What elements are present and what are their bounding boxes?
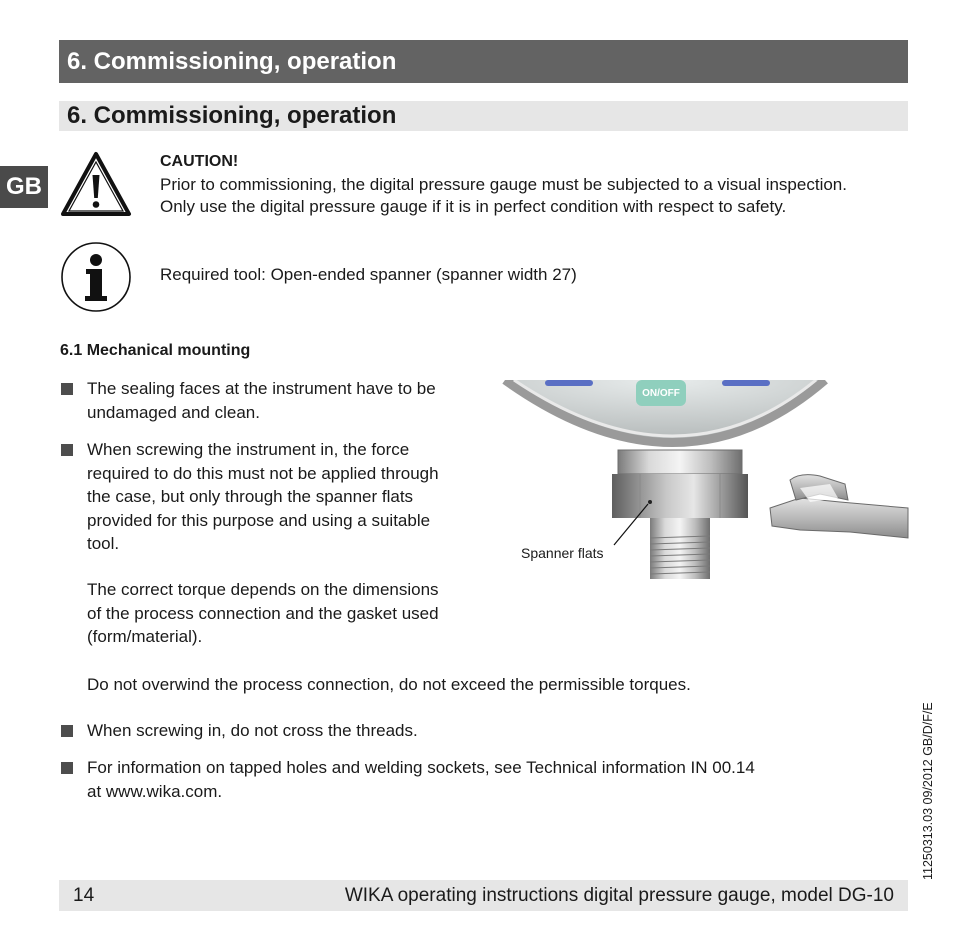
bullet-marker xyxy=(61,383,73,395)
text-line: For information on tapped holes and welding sockets, see Technical information IN 00.14 xyxy=(87,758,755,777)
caution-line-1: Prior to commissioning, the digital pressure gauge must be subjected to a visual inspection. xyxy=(160,175,847,194)
spanner-flats-label: Spanner flats xyxy=(521,545,604,561)
text-line: the case, but only through the spanner flats xyxy=(87,487,414,506)
bullet-cross-threads: When screwing in, do not cross the threads. xyxy=(87,721,418,740)
document-code: 11250313.03 09/2012 GB/D/F/E xyxy=(921,702,935,880)
text-line: of the process connection and the gasket used xyxy=(87,603,439,623)
bullet-marker xyxy=(61,444,73,456)
section-header-light: 6. Commissioning, operation xyxy=(59,101,908,131)
caution-text xyxy=(160,174,920,217)
text-line: required to do this must not be applied through xyxy=(87,463,439,483)
page-number: 14 xyxy=(73,885,95,906)
info-icon xyxy=(60,241,132,313)
required-tool-text: Required tool: Open-ended spanner (spanner width 27) xyxy=(160,265,577,284)
page-footer xyxy=(59,880,908,911)
text-line: When screwing the instrument in, the force xyxy=(87,440,410,459)
bullet-marker xyxy=(61,762,73,774)
bullet-technical-info xyxy=(87,756,755,803)
bullet-sealing-faces xyxy=(87,377,436,424)
text-line: tool. xyxy=(87,534,120,553)
language-tab: GB xyxy=(0,166,48,208)
text-line: provided for this purpose and using a suitable xyxy=(87,510,431,530)
text-line: The correct torque depends on the dimensions xyxy=(87,580,439,599)
on-off-button-label: ON/OFF xyxy=(642,388,680,399)
caution-line-2: Only use the digital pressure gauge if it is in perfect condition with respect to safety. xyxy=(160,196,787,216)
subsection-title: 6.1 Mechanical mounting xyxy=(60,342,251,359)
warning-triangle-icon xyxy=(60,151,132,217)
text-line: undamaged and clean. xyxy=(87,402,260,422)
overwind-paragraph: Do not overwind the process connection, do not exceed the permissible torques. xyxy=(87,675,691,694)
bullet-marker xyxy=(61,725,73,737)
footer-title: WIKA operating instructions digital pressure gauge, model DG-10 xyxy=(344,885,894,906)
bullet-screwing-force xyxy=(87,438,439,556)
text-line: (form/material). xyxy=(87,627,203,646)
section-header-dark: 6. Commissioning, operation xyxy=(59,40,908,83)
text-line: at www.wika.com. xyxy=(87,781,223,801)
caution-title: CAUTION! xyxy=(160,153,239,170)
torque-paragraph xyxy=(87,578,439,649)
text-line: The sealing faces at the instrument have to be xyxy=(87,379,436,398)
